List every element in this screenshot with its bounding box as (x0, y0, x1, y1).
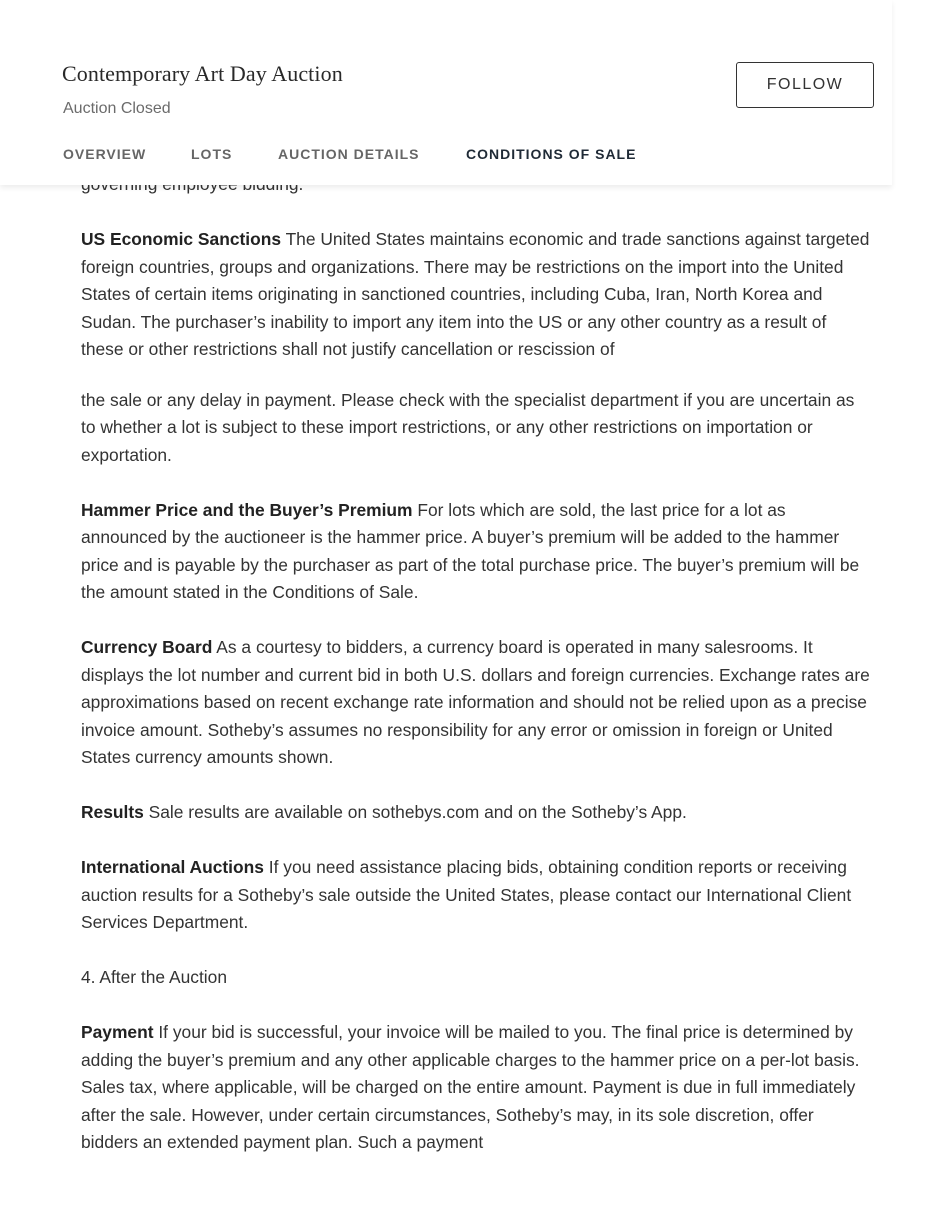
payment-text: If your bid is successful, your invoice will be mailed to you. The final price is determined by adding the buyer’s premium and any other applicable charges to the hammer price on a per-lot basis. Sales tax, where applicable, will be charged on the entire amount. Payment is due in full immediately after the sale. However, under certain circumstances, Sotheby’s may, in its sole discretion, offer bidders an extended payment plan. Such a payment (81, 1022, 860, 1152)
results-text: Sale results are available on sothebys.com and on the Sotheby’s App. (143, 802, 687, 822)
auction-status: Auction Closed (63, 100, 171, 117)
hammer-text: For lots which are sold, the last price for a lot as announced by the auctioneer is the hammer price. A buyer’s premium will be added to the hammer price and is payable by the purchaser as part of the total purchase price. The buyer’s premium will be the amount stated in the Conditions of Sale. (81, 499, 860, 602)
international-heading: International Auctions (81, 857, 264, 877)
currency-paragraph (81, 634, 871, 772)
after-auction-heading: 4. After the Auction (81, 967, 227, 987)
sanctions-paragraph (81, 226, 871, 364)
auction-header (0, 0, 892, 185)
auction-title: Contemporary Art Day Auction (62, 61, 343, 86)
tab-auction-details[interactable]: AUCTION DETAILS (278, 146, 420, 162)
tab-lots[interactable]: LOTS (191, 146, 233, 162)
tab-conditions-of-sale[interactable]: CONDITIONS OF SALE (466, 146, 637, 162)
currency-text: As a courtesy to bidders, a currency board is operated in many salesrooms. It displays the lot number and current bid in both U.S. dollars and foreign currencies. Exchange rates are approximations based on recent exchange rate information and should not be relied upon as a precise invoice amount. Sotheby’s assumes no responsibility for any error or omission in foreign or United States currency amounts shown. (81, 637, 870, 767)
hammer-heading: Hammer Price and the Buyer’s Premium (81, 499, 413, 520)
international-text: If you need assistance placing bids, obtaining condition reports or receiving auction results for a Sotheby’s sale outside the United States, please contact our International Client Services Department. (81, 857, 852, 932)
currency-heading: Currency Board (81, 637, 213, 657)
sanctions-continued: the sale or any delay in payment. Please check with the specialist department if you are uncertain as to whether a lot is subject to these import restrictions, or any other restrictions on importation or exportation. (81, 389, 855, 465)
payment-heading: Payment (81, 1022, 154, 1042)
sanctions-heading: US Economic Sanctions (81, 229, 282, 249)
tab-overview[interactable]: OVERVIEW (63, 146, 147, 162)
results-paragraph (81, 799, 871, 827)
sanctions-text: The United States maintains economic and trade sanctions against targeted foreign countries, groups and organizations. There may be restrictions on the import into the United States of certain items originating in sanctioned countries, including Cuba, Iran, North Korea and Sudan. The purchaser’s inability to import any item into the US or any other country as a result of these or other restrictions shall not justify cancellation or rescission of (81, 229, 870, 359)
hammer-paragraph (81, 497, 871, 607)
conditions-of-sale-content (81, 171, 871, 1184)
results-heading: Results (81, 802, 144, 822)
international-paragraph (81, 854, 871, 937)
payment-paragraph (81, 1019, 871, 1157)
follow-button[interactable]: FOLLOW (736, 62, 874, 108)
